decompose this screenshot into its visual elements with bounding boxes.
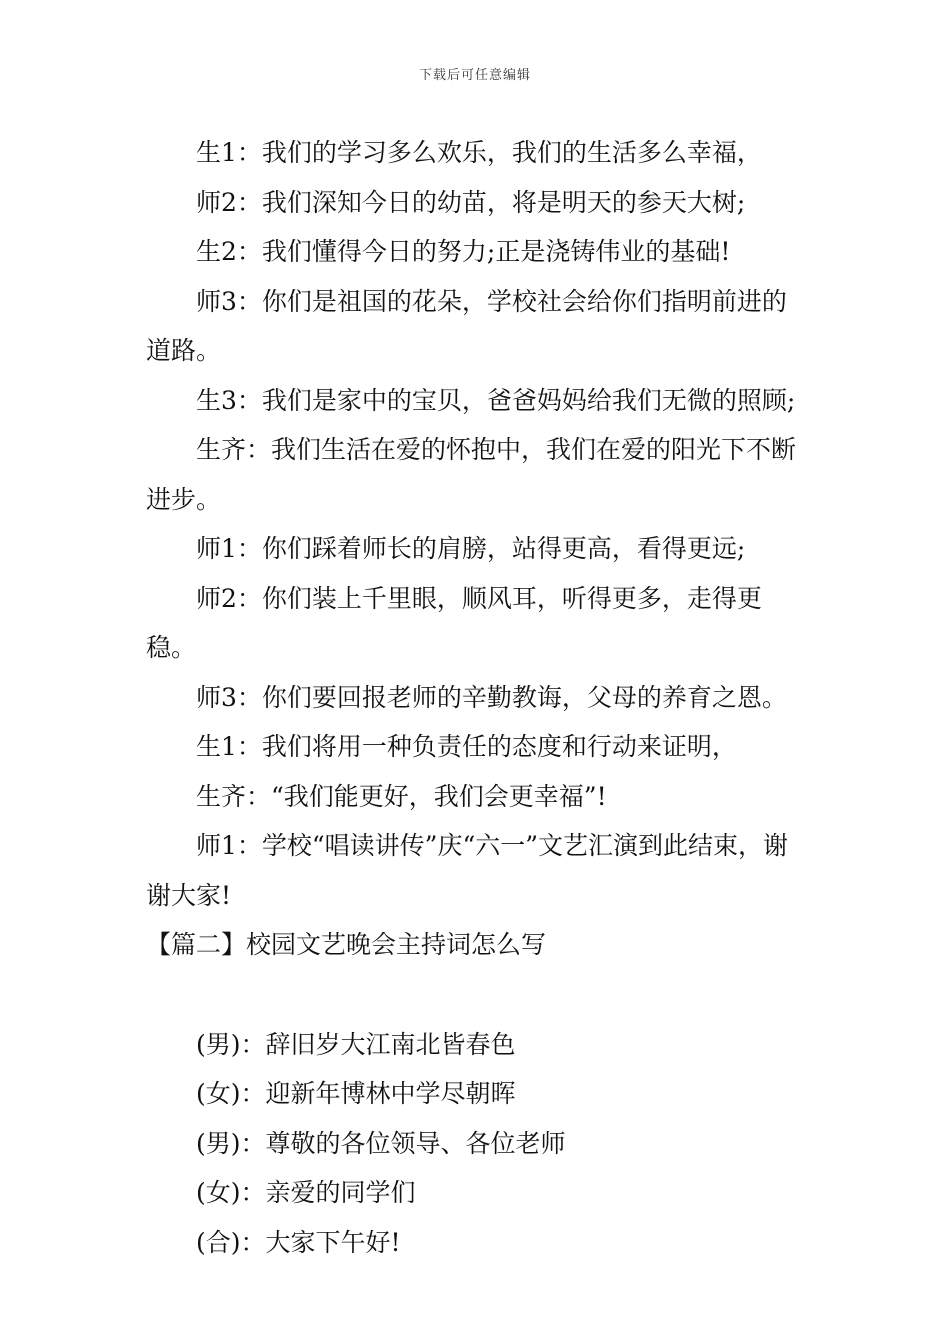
dialog-line: (男)：尊敬的各位领导、各位老师 <box>196 1128 566 1158</box>
page-header: 下载后可任意编辑 <box>418 68 531 83</box>
paragraph: 师1：你们踩着师长的肩膀，站得更高，看得更远; <box>196 534 746 563</box>
paragraph: 生1：我们将用一种负责任的态度和行动来证明， <box>196 732 737 761</box>
paragraph: 师3：你们是祖国的花朵，学校社会给你们指明前进的道路。 <box>146 286 787 365</box>
paragraph: 生齐：“我们能更好，我们会更幸福”! <box>196 781 607 811</box>
paragraph: 师1：学校“唱读讲传”庆“六一”文艺汇演到此结束，谢谢大家! <box>146 831 789 910</box>
paragraph: 生1：我们的学习多么欢乐，我们的生活多么幸福， <box>196 138 762 167</box>
paragraph: 生齐：我们生活在爱的怀抱中，我们在爱的阳光下不断进步。 <box>146 435 797 514</box>
paragraph: 师2：你们装上千里眼，顺风耳，听得更多，走得更稳。 <box>146 583 762 662</box>
document-body <box>146 128 811 1267</box>
dialog-line: (女)：迎新年博林中学尽朝晖 <box>196 1079 516 1108</box>
spacer <box>146 970 811 1020</box>
section-heading: 【篇二】校园文艺晚会主持词怎么写 <box>146 930 547 959</box>
paragraph: 生2：我们懂得今日的努力;正是浇铸伟业的基础! <box>196 237 731 266</box>
paragraph: 师2：我们深知今日的幼苗，将是明天的参天大树; <box>196 187 746 217</box>
dialog-line: (女)：亲爱的同学们 <box>196 1178 416 1207</box>
paragraph: 生3：我们是家中的宝贝，爸爸妈妈给我们无微的照顾; <box>196 385 796 415</box>
paragraph: 师3：你们要回报老师的辛勤教诲，父母的养育之恩。 <box>196 682 787 712</box>
dialog-line: (男)：辞旧岁大江南北皆春色 <box>196 1029 516 1059</box>
dialog-line: (合)：大家下午好! <box>196 1227 401 1257</box>
